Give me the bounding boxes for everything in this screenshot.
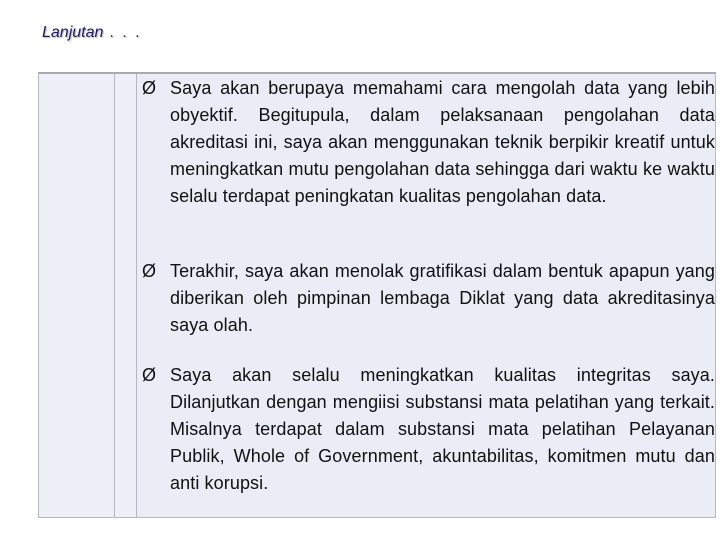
bullet-item-3 [141, 362, 715, 497]
arrow-bullet-icon: Ø [142, 365, 157, 385]
bullet-item-1 [141, 75, 715, 210]
slide-heading [42, 24, 142, 42]
arrow-bullet-icon: Ø [142, 78, 157, 98]
bullet-text-3: Saya akan selalu meningkatkan kualitas integritas saya. Dilanjutkan dengan mengiisi substansi mata pelatihan yang terkait. Misalnya terdapat dalam substansi mata pelatihan Pelayanan Publik, Whole of Government, akuntabilitas, komitmen mutu dan anti korupsi. [170, 365, 715, 493]
bullet-text-2: Terakhir, saya akan menolak gratifikasi dalam bentuk apapun yang diberikan oleh pimpinan lembaga Diklat yang data akreditasinya saya olah. [170, 261, 715, 335]
table-column-blank-2 [115, 74, 137, 517]
heading-ellipsis: . . . [109, 24, 142, 41]
content-table [38, 72, 716, 518]
table-column-blank-1 [39, 74, 115, 517]
arrow-bullet-icon: Ø [142, 261, 157, 281]
bullet-text-1: Saya akan berupaya memahami cara mengolah data yang lebih obyektif. Begitupula, dalam pelaksanaan pengolahan data akreditasi ini, saya akan menggunakan teknik berpikir kreatif untuk meningkatkan mutu pengolahan data sehingga dari waktu ke waktu selalu terdapat peningkatan kualitas pengolahan data. [170, 78, 715, 206]
bullet-list [141, 74, 715, 517]
bullet-item-2 [141, 258, 715, 339]
heading-text: Lanjutan [42, 24, 104, 41]
